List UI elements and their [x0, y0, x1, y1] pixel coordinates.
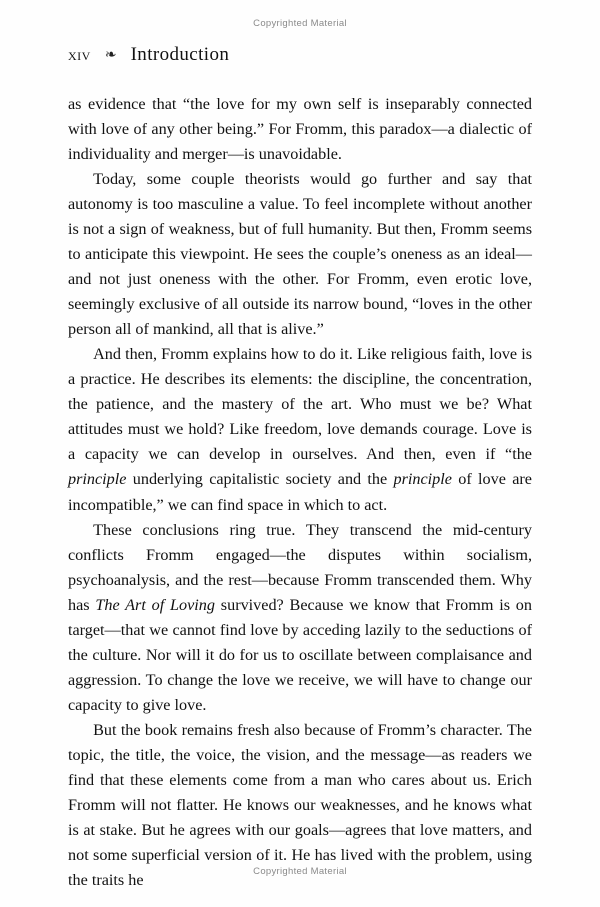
page-content — [68, 44, 532, 893]
running-head — [68, 44, 532, 66]
body-text — [68, 92, 532, 893]
copyright-watermark-bottom: Copyrighted Material — [253, 866, 347, 877]
paragraph: as evidence that “the love for my own self is inseparably connected with love of any other being.” For Fromm, this paradox—a dialectic of individuality and merger—is unavoidable. — [68, 95, 532, 164]
paragraph: But the book remains fresh also because of Fromm’s character. The topic, the title, the voice, the vision, and the message—as readers we find that these elements come from a man who cares about us. Erich Fromm will not flatter. He knows our weaknesses, and he knows what is at stake. But he agrees with our goals—agrees that love matters, and not some superficial version of it. He has lived with the problem, using the traits he — [68, 720, 532, 889]
page-number: xiv — [68, 45, 91, 64]
leaf-ornament-icon: ❧ — [104, 48, 117, 63]
paragraph: And then, Fromm explains how to do it. Like religious faith, love is a practice. He describes its elements: the discipline, the concentration, the patience, and the mastery of the art. Who must we be? What attitudes must we hold? Like freedom, love demands courage. Love is a capacity we can develop in ourselves. And then, even if “the principle underlying capitalistic society and the principle of love are incompatible,” we can find space in which to act. — [68, 345, 532, 514]
chapter-title: Introduction — [130, 44, 230, 65]
paragraph: These conclusions ring true. They transcend the mid-century conflicts Fromm engaged—the disputes within socialism, psychoanalysis, and the rest—because Fromm transcended them. Why has The Art of Loving survived? Because we know that Fromm is on target—that we cannot find love by acceding lazily to the seductions of the culture. Nor will it do for us to oscillate between complaisance and aggression. To change the love we receive, we will have to change our capacity to give love. — [68, 520, 532, 714]
paragraph: Today, some couple theorists would go further and say that autonomy is too masculine a value. To feel incomplete without another is not a sign of weakness, but of full humanity. But then, Fromm seems to anticipate this viewpoint. He sees the couple’s oneness as an ideal—and not just oneness with the other. For Fromm, even erotic love, seemingly exclusive of all outside its narrow bound, “loves in the other person all of mankind, all that is alive.” — [68, 170, 532, 339]
copyright-watermark-top: Copyrighted Material — [253, 18, 347, 29]
